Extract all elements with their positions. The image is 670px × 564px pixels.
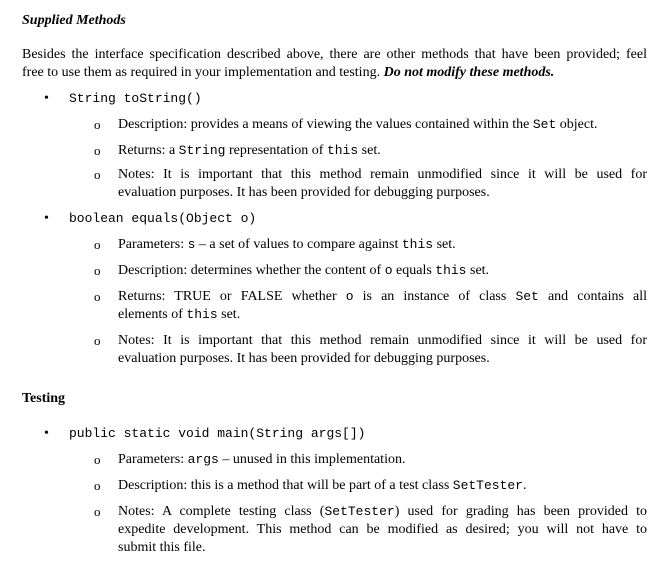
do-not-modify-emphasis: Do not modify these methods. (383, 65, 555, 80)
tostring-description: Description: provides a means of viewing the values contained within the Set object. (118, 117, 598, 132)
sub-bullet-marker: o (94, 504, 101, 519)
section-heading-testing: Testing (22, 391, 66, 406)
equals-parameters: Parameters: s – a set of values to compare against this set. (118, 237, 456, 252)
bullet-marker: • (44, 91, 49, 106)
section-heading-supplied-methods: Supplied Methods (22, 13, 126, 28)
sub-bullet-marker: o (94, 167, 101, 182)
equals-notes: Notes: It is important that this method remain unmodified since it will be used for evaluation purposes. It has been provided for debugging purposes. (118, 333, 647, 366)
sub-bullet-marker: o (94, 452, 101, 467)
bullet-marker: • (44, 211, 49, 226)
method-signature-tostring: String toString() (69, 91, 202, 106)
intro-line-2: free to use them as required in your implementation and testing. Do not modify these methods. (22, 65, 555, 80)
sub-bullet-marker: o (94, 117, 101, 132)
main-notes: Notes: A complete testing class (SetTester) used for grading has been provided to expedite development. This method can be modified as desired; you will not have to submit this file. (118, 504, 647, 555)
intro-line-1: Besides the interface specification described above, there are other methods that have been provided; feel (22, 47, 647, 62)
sub-bullet-marker: o (94, 263, 101, 278)
method-signature-equals: boolean equals(Object o) (69, 211, 257, 226)
sub-bullet-marker: o (94, 143, 101, 158)
sub-bullet-marker: o (94, 478, 101, 493)
bullet-marker: • (44, 426, 49, 441)
intro-paragraph (22, 46, 647, 82)
tostring-returns: Returns: a String representation of this set. (118, 143, 381, 158)
sub-bullet-marker: o (94, 333, 101, 348)
equals-description: Description: determines whether the content of o equals this set. (118, 263, 490, 278)
method-signature-main: public static void main(String args[]) (69, 426, 366, 441)
tostring-notes: Notes: It is important that this method remain unmodified since it will be used for evaluation purposes. It has been provided for debugging purposes. (118, 167, 647, 200)
equals-returns: Returns: TRUE or FALSE whether o is an instance of class Set and contains all elements of this set. (118, 289, 647, 322)
main-parameters: Parameters: args – unused in this implementation. (118, 452, 406, 467)
sub-bullet-marker: o (94, 237, 101, 252)
sub-bullet-marker: o (94, 289, 101, 304)
main-description: Description: this is a method that will be part of a test class SetTester. (118, 478, 527, 493)
